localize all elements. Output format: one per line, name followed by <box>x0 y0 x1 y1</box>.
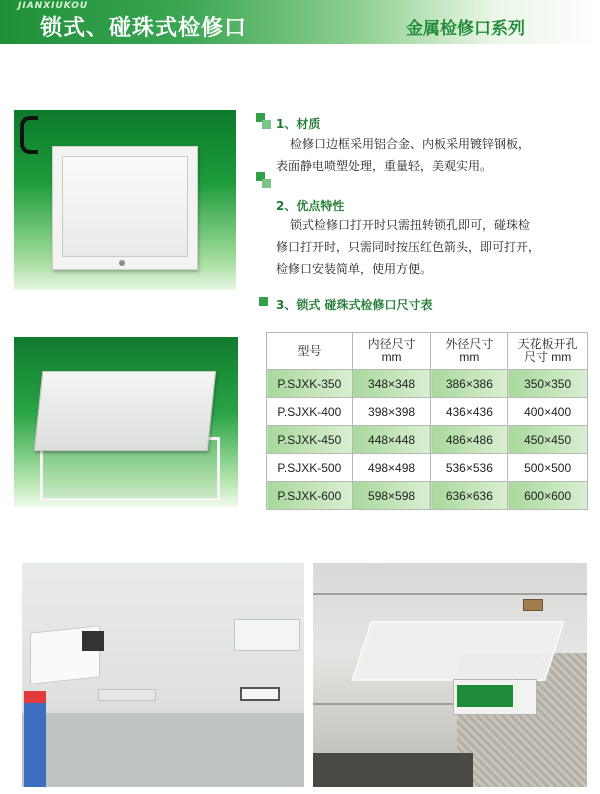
bullet-square-icon <box>262 179 271 188</box>
hook-icon <box>20 116 38 154</box>
table-cell: 486×486 <box>431 426 508 454</box>
access-panel <box>351 621 564 681</box>
table-header-cell: 外径尺寸 mm <box>431 333 508 370</box>
table-cell: 436×436 <box>431 398 508 426</box>
section-heading-features: 2、优点特性 <box>276 199 345 213</box>
table-cell: P.SJXK-450 <box>267 426 353 454</box>
section-heading-material: 1、材质 <box>276 117 321 131</box>
table-header-cell: 天花板开孔 尺寸 mm <box>508 333 588 370</box>
table-cell: 598×598 <box>352 482 431 510</box>
product-photo-lock-panel <box>14 110 236 290</box>
table-cell: 398×398 <box>352 398 431 426</box>
ceiling-strip <box>313 593 587 595</box>
page-title: 锁式、碰珠式检修口 <box>40 16 248 41</box>
lock-hole-icon <box>119 260 125 266</box>
product-photo-open-panel <box>14 337 238 507</box>
material-line-2: 表面静电喷塑处理，重量轻，美观实用。 <box>276 159 493 173</box>
table-header-cell: 内径尺寸 mm <box>352 333 431 370</box>
installed-ceiling-photo <box>22 563 304 787</box>
table-cell: 498×498 <box>352 454 431 482</box>
table-header-row <box>267 333 588 370</box>
vent-grille <box>240 687 280 701</box>
series-title: 金属检修口系列 <box>406 19 525 39</box>
table-cell: 636×636 <box>431 482 508 510</box>
table-row <box>267 482 588 510</box>
corridor-wall <box>22 713 304 787</box>
features-line-3: 检修口安装简单，使用方便。 <box>276 262 433 276</box>
access-panel <box>234 619 300 651</box>
floor-shadow <box>313 753 473 787</box>
wall-sign <box>24 691 46 787</box>
table-row <box>267 454 588 482</box>
table-cell: 450×450 <box>508 426 588 454</box>
table-cell: P.SJXK-600 <box>267 482 353 510</box>
panel-inner <box>62 156 188 257</box>
ceiling-lamp <box>523 599 543 611</box>
exit-sign-icon <box>457 685 513 707</box>
bullet-square-icon <box>262 120 271 129</box>
size-table <box>266 332 588 510</box>
access-panel <box>52 146 198 270</box>
table-cell: 536×536 <box>431 454 508 482</box>
table-cell: 348×348 <box>352 370 431 398</box>
table-header-cell: 型号 <box>267 333 353 370</box>
table-row <box>267 426 588 454</box>
ceiling-opening <box>82 631 104 651</box>
table-cell: 600×600 <box>508 482 588 510</box>
table-cell: P.SJXK-400 <box>267 398 353 426</box>
table-cell: P.SJXK-500 <box>267 454 353 482</box>
table-row <box>267 370 588 398</box>
material-line-1: 检修口边框采用铝合金、内板采用镀锌钢板， <box>290 137 531 151</box>
table-cell: P.SJXK-350 <box>267 370 353 398</box>
features-line-2: 修口打开时，只需同时按压红色箭头，即可打开， <box>276 240 541 254</box>
features-line-1: 锁式检修口打开时只需扭转锁孔即可，碰珠检 <box>290 218 531 232</box>
brand-english: JIANXIUKOU <box>18 1 89 11</box>
table-cell: 448×448 <box>352 426 431 454</box>
table-cell: 350×350 <box>508 370 588 398</box>
table-row <box>267 398 588 426</box>
bullet-square-icon <box>259 297 268 306</box>
panel-lid <box>34 371 216 451</box>
table-cell: 400×400 <box>508 398 588 426</box>
wall-sign-header <box>24 691 46 703</box>
vent-grille <box>98 689 156 701</box>
table-cell: 386×386 <box>431 370 508 398</box>
installed-corridor-photo <box>313 563 587 787</box>
section-heading-size-table: 3、锁式 碰珠式检修口尺寸表 <box>276 298 433 312</box>
table-cell: 500×500 <box>508 454 588 482</box>
header-banner <box>0 0 600 44</box>
